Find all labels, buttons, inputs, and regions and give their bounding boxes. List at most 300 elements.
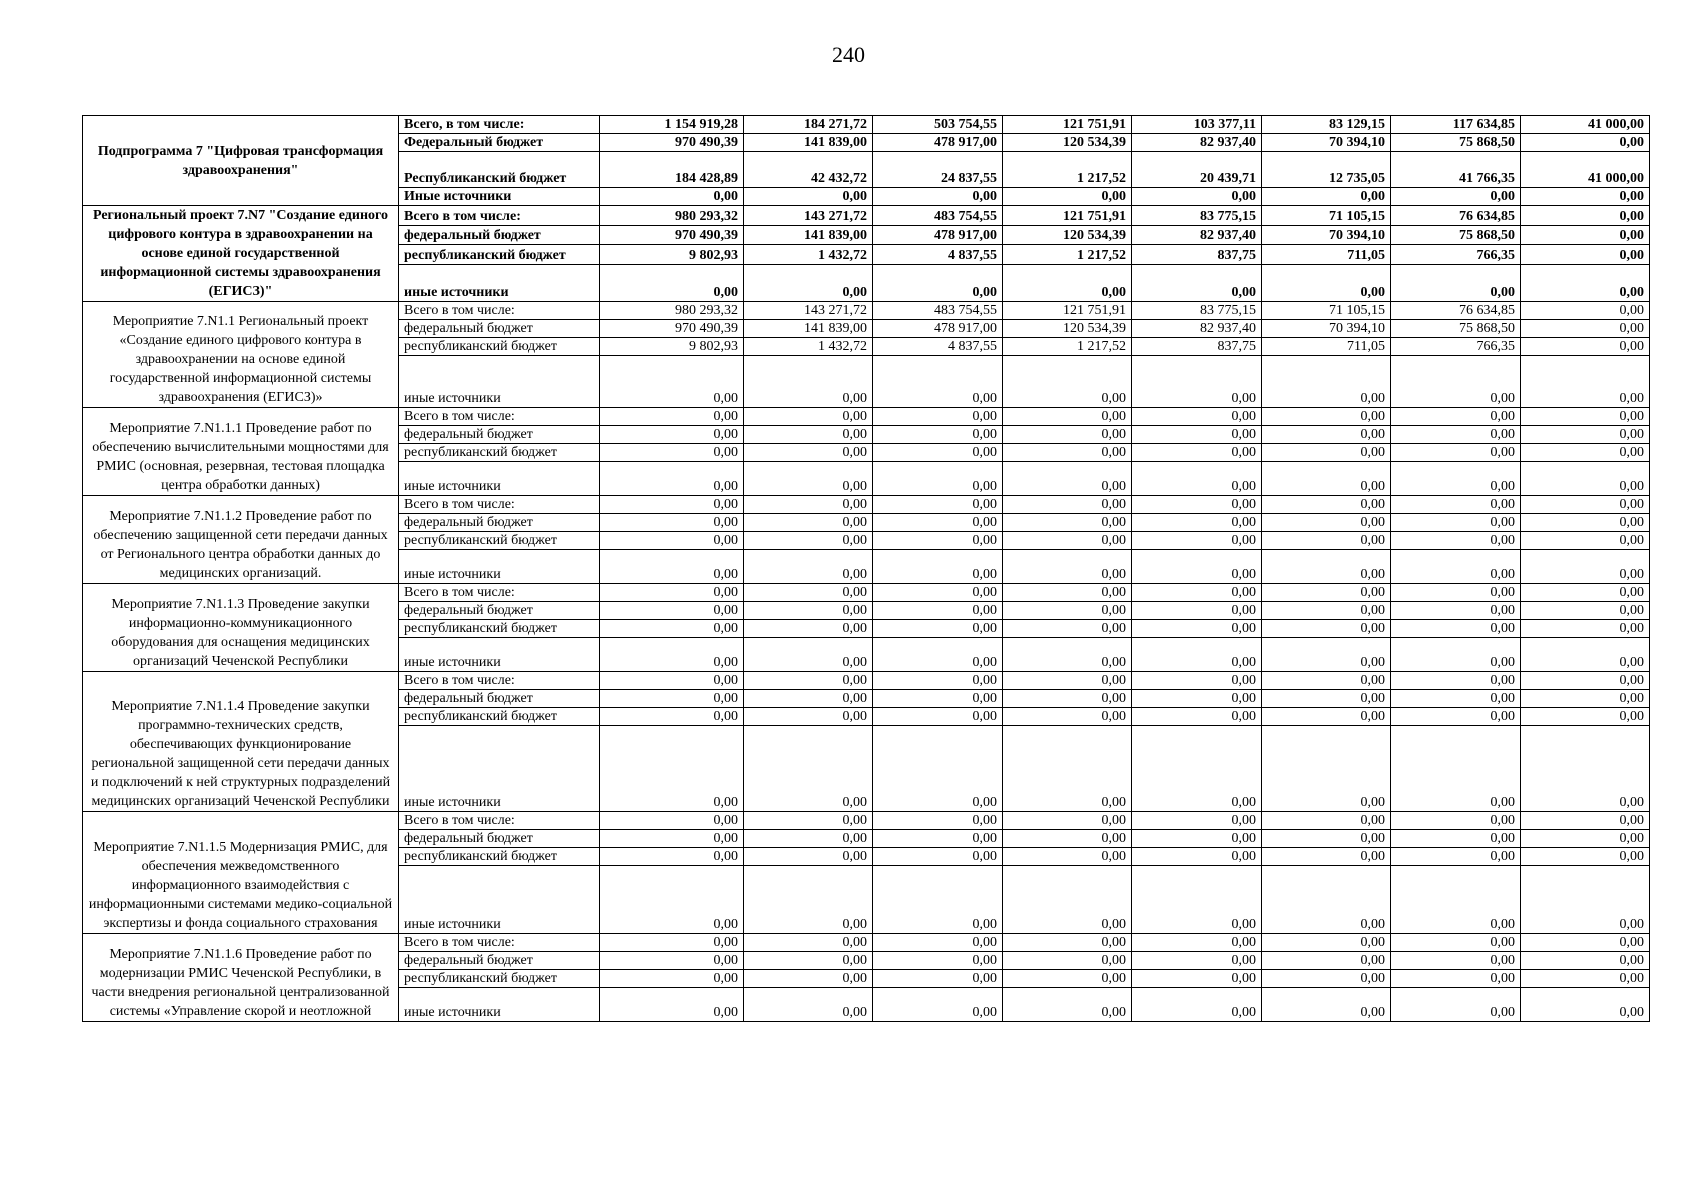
amount-cell: 0,00 [1391,408,1521,426]
amount-cell: 0,00 [1262,620,1391,638]
amount-cell: 0,00 [1262,356,1391,408]
amount-cell: 83 775,15 [1132,302,1262,320]
amount-cell: 9 802,93 [600,338,744,356]
amount-cell: 0,00 [600,620,744,638]
funding-source-cell: Всего в том числе: [399,496,600,514]
amount-cell: 0,00 [873,462,1003,496]
amount-cell: 0,00 [1521,225,1650,245]
funding-source-cell: федеральный бюджет [399,690,600,708]
amount-cell: 0,00 [1391,426,1521,444]
amount-cell: 141 839,00 [744,134,873,152]
amount-cell: 0,00 [1132,584,1262,602]
funding-source-cell: Иные источники [399,188,600,206]
funding-source-cell: республиканский бюджет [399,848,600,866]
amount-cell: 1 217,52 [1003,245,1132,265]
amount-cell: 83 129,15 [1262,116,1391,134]
amount-cell: 483 754,55 [873,302,1003,320]
amount-cell: 0,00 [1132,408,1262,426]
amount-cell: 1 154 919,28 [600,116,744,134]
amount-cell: 0,00 [744,672,873,690]
amount-cell: 0,00 [1262,866,1391,934]
amount-cell: 478 917,00 [873,225,1003,245]
amount-cell: 0,00 [1132,496,1262,514]
amount-cell: 0,00 [873,444,1003,462]
amount-cell: 0,00 [1262,602,1391,620]
amount-cell: 41 000,00 [1521,152,1650,188]
amount-cell: 0,00 [1132,866,1262,934]
amount-cell: 0,00 [873,264,1003,301]
amount-cell: 0,00 [744,812,873,830]
amount-cell: 0,00 [1132,726,1262,812]
funding-source-cell: республиканский бюджет [399,245,600,265]
funding-source-cell: иные источники [399,638,600,672]
amount-cell: 0,00 [600,408,744,426]
amount-cell: 0,00 [1521,338,1650,356]
amount-cell: 82 937,40 [1132,134,1262,152]
amount-cell: 0,00 [1262,264,1391,301]
amount-cell: 0,00 [873,866,1003,934]
funding-source-cell: иные источники [399,550,600,584]
amount-cell: 0,00 [744,726,873,812]
budget-table-body [83,116,1650,1022]
amount-cell: 41 000,00 [1521,116,1650,134]
amount-cell: 143 271,72 [744,302,873,320]
amount-cell: 0,00 [1521,408,1650,426]
table-row [83,672,1650,690]
amount-cell: 83 775,15 [1132,206,1262,226]
amount-cell: 0,00 [744,356,873,408]
amount-cell: 0,00 [1521,866,1650,934]
funding-source-cell: республиканский бюджет [399,708,600,726]
amount-cell: 0,00 [1521,602,1650,620]
amount-cell: 0,00 [1391,264,1521,301]
amount-cell: 0,00 [1132,812,1262,830]
amount-cell: 0,00 [1521,934,1650,952]
amount-cell: 0,00 [600,496,744,514]
amount-cell: 0,00 [1521,638,1650,672]
amount-cell: 0,00 [873,726,1003,812]
table-row [83,934,1650,952]
amount-cell: 0,00 [1003,672,1132,690]
amount-cell: 0,00 [600,638,744,672]
amount-cell: 0,00 [1391,620,1521,638]
funding-source-cell: иные источники [399,988,600,1022]
amount-cell: 0,00 [1391,952,1521,970]
funding-source-cell: федеральный бюджет [399,426,600,444]
amount-cell: 0,00 [1391,638,1521,672]
amount-cell: 0,00 [600,584,744,602]
amount-cell: 41 766,35 [1391,152,1521,188]
funding-source-cell: республиканский бюджет [399,444,600,462]
amount-cell: 0,00 [1003,462,1132,496]
amount-cell: 0,00 [600,672,744,690]
table-row [83,408,1650,426]
amount-cell: 0,00 [1262,970,1391,988]
funding-source-cell: Всего в том числе: [399,302,600,320]
amount-cell: 76 634,85 [1391,302,1521,320]
amount-cell: 143 271,72 [744,206,873,226]
amount-cell: 0,00 [1132,426,1262,444]
amount-cell: 24 837,55 [873,152,1003,188]
amount-cell: 0,00 [1521,444,1650,462]
amount-cell: 0,00 [1003,866,1132,934]
funding-source-cell: федеральный бюджет [399,514,600,532]
amount-cell: 117 634,85 [1391,116,1521,134]
amount-cell: 0,00 [1521,496,1650,514]
amount-cell: 0,00 [873,708,1003,726]
amount-cell: 0,00 [1262,408,1391,426]
amount-cell: 0,00 [600,848,744,866]
table-row [83,584,1650,602]
amount-cell: 120 534,39 [1003,225,1132,245]
amount-cell: 0,00 [1521,812,1650,830]
amount-cell: 0,00 [1262,726,1391,812]
funding-source-cell: иные источники [399,462,600,496]
amount-cell: 0,00 [1003,848,1132,866]
amount-cell: 0,00 [1521,708,1650,726]
item-name-cell: Мероприятие 7.N1.1.5 Модернизация РМИС, для обеспечения межведомственного информационного взаимодействия с информационными системами медико-социальной экспертизы и фонда социального страхования [83,812,399,934]
amount-cell: 0,00 [1003,726,1132,812]
amount-cell: 0,00 [600,726,744,812]
amount-cell: 503 754,55 [873,116,1003,134]
amount-cell: 483 754,55 [873,206,1003,226]
amount-cell: 0,00 [1132,550,1262,584]
amount-cell: 0,00 [1262,532,1391,550]
amount-cell: 12 735,05 [1262,152,1391,188]
amount-cell: 0,00 [1262,672,1391,690]
amount-cell: 141 839,00 [744,320,873,338]
amount-cell: 0,00 [744,602,873,620]
amount-cell: 0,00 [1132,532,1262,550]
amount-cell: 0,00 [1003,514,1132,532]
item-name-cell: Мероприятие 7.N1.1.1 Проведение работ по обеспечению вычислительными мощностями для РМИС (основная, резервная, тестовая площадка центра обработки данных) [83,408,399,496]
amount-cell: 0,00 [1391,444,1521,462]
amount-cell: 0,00 [1391,708,1521,726]
amount-cell: 141 839,00 [744,225,873,245]
amount-cell: 0,00 [1391,550,1521,584]
amount-cell: 0,00 [744,988,873,1022]
amount-cell: 0,00 [1003,638,1132,672]
amount-cell: 0,00 [1521,356,1650,408]
amount-cell: 0,00 [1262,848,1391,866]
amount-cell: 0,00 [600,866,744,934]
amount-cell: 0,00 [600,812,744,830]
amount-cell: 0,00 [744,426,873,444]
amount-cell: 0,00 [744,532,873,550]
page-number: 240 [832,42,865,67]
amount-cell: 0,00 [1132,830,1262,848]
amount-cell: 0,00 [1391,188,1521,206]
amount-cell: 0,00 [1521,952,1650,970]
amount-cell: 711,05 [1262,245,1391,265]
amount-cell: 970 490,39 [600,134,744,152]
amount-cell: 0,00 [744,830,873,848]
amount-cell: 82 937,40 [1132,225,1262,245]
amount-cell: 0,00 [1262,952,1391,970]
amount-cell: 0,00 [1262,444,1391,462]
funding-source-cell: федеральный бюджет [399,952,600,970]
amount-cell: 766,35 [1391,245,1521,265]
amount-cell: 711,05 [1262,338,1391,356]
amount-cell: 478 917,00 [873,320,1003,338]
funding-source-cell: Всего, в том числе: [399,116,600,134]
amount-cell: 0,00 [1521,726,1650,812]
amount-cell: 766,35 [1391,338,1521,356]
amount-cell: 70 394,10 [1262,225,1391,245]
amount-cell: 120 534,39 [1003,134,1132,152]
funding-source-cell: Всего в том числе: [399,812,600,830]
amount-cell: 0,00 [1391,514,1521,532]
amount-cell: 0,00 [744,188,873,206]
amount-cell: 0,00 [1003,952,1132,970]
amount-cell: 0,00 [1521,848,1650,866]
amount-cell: 0,00 [600,602,744,620]
amount-cell: 184 428,89 [600,152,744,188]
amount-cell: 0,00 [1262,426,1391,444]
amount-cell: 0,00 [1003,356,1132,408]
amount-cell: 0,00 [873,426,1003,444]
item-name-cell: Региональный проект 7.N7 "Создание единого цифрового контура в здравоохранении на основе единой государственной информационной системы здравоохранения (ЕГИСЗ)" [83,206,399,302]
amount-cell: 0,00 [873,672,1003,690]
amount-cell: 0,00 [1262,496,1391,514]
amount-cell: 0,00 [873,848,1003,866]
funding-source-cell: Всего в том числе: [399,584,600,602]
amount-cell: 0,00 [1521,584,1650,602]
amount-cell: 0,00 [873,496,1003,514]
amount-cell: 0,00 [1391,602,1521,620]
amount-cell: 0,00 [873,952,1003,970]
amount-cell: 0,00 [744,708,873,726]
amount-cell: 0,00 [1521,264,1650,301]
amount-cell: 0,00 [1521,134,1650,152]
table-row [83,496,1650,514]
amount-cell: 0,00 [1521,426,1650,444]
amount-cell: 0,00 [744,620,873,638]
amount-cell: 0,00 [1003,988,1132,1022]
amount-cell: 0,00 [744,264,873,301]
funding-source-cell: федеральный бюджет [399,830,600,848]
amount-cell: 70 394,10 [1262,134,1391,152]
amount-cell: 0,00 [1521,302,1650,320]
amount-cell: 0,00 [600,690,744,708]
amount-cell: 71 105,15 [1262,206,1391,226]
amount-cell: 0,00 [1521,690,1650,708]
amount-cell: 0,00 [1391,356,1521,408]
amount-cell: 0,00 [873,188,1003,206]
amount-cell: 1 432,72 [744,245,873,265]
amount-cell: 0,00 [1391,934,1521,952]
amount-cell: 0,00 [1262,462,1391,496]
amount-cell: 0,00 [1132,672,1262,690]
amount-cell: 75 868,50 [1391,320,1521,338]
amount-cell: 0,00 [1132,690,1262,708]
amount-cell: 0,00 [1521,672,1650,690]
amount-cell: 0,00 [744,952,873,970]
amount-cell: 0,00 [600,550,744,584]
table-row [83,116,1650,134]
amount-cell: 0,00 [600,426,744,444]
amount-cell: 1 432,72 [744,338,873,356]
amount-cell: 0,00 [1391,830,1521,848]
budget-table [82,115,1650,1022]
amount-cell: 0,00 [1262,550,1391,584]
item-name-cell: Подпрограмма 7 "Цифровая трансформация здравоохранения" [83,116,399,206]
amount-cell: 0,00 [1003,934,1132,952]
amount-cell: 0,00 [600,444,744,462]
amount-cell: 0,00 [600,532,744,550]
amount-cell: 0,00 [873,408,1003,426]
amount-cell: 120 534,39 [1003,320,1132,338]
item-name-cell: Мероприятие 7.N1.1 Региональный проект «Создание единого цифрового контура в здравоохранении на основе единой государственной информационной системы здравоохранения (ЕГИСЗ)» [83,302,399,408]
amount-cell: 0,00 [1391,726,1521,812]
funding-source-cell: Федеральный бюджет [399,134,600,152]
amount-cell: 0,00 [1003,188,1132,206]
amount-cell: 0,00 [600,970,744,988]
amount-cell: 0,00 [1262,638,1391,672]
amount-cell: 75 868,50 [1391,134,1521,152]
amount-cell: 0,00 [873,532,1003,550]
amount-cell: 0,00 [744,550,873,584]
item-name-cell: Мероприятие 7.N1.1.2 Проведение работ по обеспечению защищенной сети передачи данных от Регионального центра обработки данных до медицинских организаций. [83,496,399,584]
amount-cell: 71 105,15 [1262,302,1391,320]
amount-cell: 0,00 [744,462,873,496]
amount-cell: 121 751,91 [1003,302,1132,320]
item-name-cell: Мероприятие 7.N1.1.3 Проведение закупки информационно-коммуникационного оборудования для оснащения медицинских организаций Чеченской Республики [83,584,399,672]
amount-cell: 0,00 [600,356,744,408]
amount-cell: 0,00 [1521,320,1650,338]
amount-cell: 0,00 [1003,426,1132,444]
amount-cell: 0,00 [1003,812,1132,830]
amount-cell: 0,00 [1132,264,1262,301]
amount-cell: 0,00 [873,584,1003,602]
amount-cell: 82 937,40 [1132,320,1262,338]
amount-cell: 0,00 [1521,830,1650,848]
amount-cell: 0,00 [873,514,1003,532]
amount-cell: 76 634,85 [1391,206,1521,226]
amount-cell: 0,00 [873,620,1003,638]
table-row [83,812,1650,830]
amount-cell: 20 439,71 [1132,152,1262,188]
funding-source-cell: иные источники [399,264,600,301]
amount-cell: 0,00 [1132,970,1262,988]
amount-cell: 0,00 [744,866,873,934]
amount-cell: 0,00 [873,970,1003,988]
amount-cell: 0,00 [873,602,1003,620]
amount-cell: 837,75 [1132,338,1262,356]
amount-cell: 0,00 [1391,988,1521,1022]
funding-source-cell: республиканский бюджет [399,970,600,988]
amount-cell: 0,00 [600,830,744,848]
amount-cell: 0,00 [1391,496,1521,514]
amount-cell: 0,00 [1132,462,1262,496]
amount-cell: 980 293,32 [600,302,744,320]
amount-cell: 0,00 [1003,444,1132,462]
amount-cell: 184 271,72 [744,116,873,134]
amount-cell: 0,00 [1003,602,1132,620]
amount-cell: 0,00 [1003,830,1132,848]
amount-cell: 103 377,11 [1132,116,1262,134]
funding-source-cell: Республиканский бюджет [399,152,600,188]
amount-cell: 0,00 [1262,690,1391,708]
amount-cell: 0,00 [1132,444,1262,462]
amount-cell: 0,00 [1391,584,1521,602]
amount-cell: 0,00 [1391,462,1521,496]
amount-cell: 0,00 [600,264,744,301]
amount-cell: 0,00 [600,462,744,496]
amount-cell: 0,00 [744,514,873,532]
amount-cell: 0,00 [744,638,873,672]
funding-source-cell: Всего в том числе: [399,672,600,690]
amount-cell: 478 917,00 [873,134,1003,152]
amount-cell: 0,00 [1391,848,1521,866]
amount-cell: 9 802,93 [600,245,744,265]
amount-cell: 0,00 [1262,988,1391,1022]
amount-cell: 0,00 [1003,532,1132,550]
amount-cell: 970 490,39 [600,225,744,245]
amount-cell: 0,00 [1521,988,1650,1022]
amount-cell: 0,00 [744,690,873,708]
amount-cell: 0,00 [1262,188,1391,206]
amount-cell: 0,00 [1391,866,1521,934]
amount-cell: 0,00 [1391,812,1521,830]
amount-cell: 0,00 [1132,952,1262,970]
amount-cell: 0,00 [1521,514,1650,532]
amount-cell: 0,00 [1521,550,1650,584]
amount-cell: 0,00 [744,848,873,866]
funding-source-cell: федеральный бюджет [399,225,600,245]
amount-cell: 0,00 [744,444,873,462]
funding-source-cell: Всего в том числе: [399,934,600,952]
amount-cell: 121 751,91 [1003,206,1132,226]
amount-cell: 0,00 [1003,690,1132,708]
amount-cell: 4 837,55 [873,338,1003,356]
funding-source-cell: Всего в том числе: [399,206,600,226]
amount-cell: 0,00 [600,708,744,726]
amount-cell: 0,00 [744,934,873,952]
amount-cell: 0,00 [1391,970,1521,988]
amount-cell: 0,00 [744,408,873,426]
amount-cell: 0,00 [1003,264,1132,301]
amount-cell: 0,00 [1521,188,1650,206]
item-name-cell: Мероприятие 7.N1.1.6 Проведение работ по модернизации РМИС Чеченской Республики, в части внедрения региональной централизованной системы «Управление скорой и неотложной [83,934,399,1022]
amount-cell: 4 837,55 [873,245,1003,265]
amount-cell: 0,00 [873,550,1003,584]
item-name-cell: Мероприятие 7.N1.1.4 Проведение закупки программно-технических средств, обеспечивающих функционирование региональной защищенной сети передачи данных и подключений к ней структурных подразделений медицинских организаций Чеченской Республики [83,672,399,812]
amount-cell: 0,00 [1003,584,1132,602]
amount-cell: 0,00 [1003,620,1132,638]
amount-cell: 0,00 [1132,638,1262,672]
amount-cell: 0,00 [873,356,1003,408]
amount-cell: 0,00 [1521,532,1650,550]
amount-cell: 0,00 [1262,812,1391,830]
amount-cell: 0,00 [600,988,744,1022]
amount-cell: 837,75 [1132,245,1262,265]
amount-cell: 1 217,52 [1003,152,1132,188]
amount-cell: 0,00 [1521,206,1650,226]
amount-cell: 0,00 [1132,620,1262,638]
amount-cell: 0,00 [1132,602,1262,620]
funding-source-cell: иные источники [399,356,600,408]
amount-cell: 0,00 [1521,245,1650,265]
amount-cell: 0,00 [600,514,744,532]
amount-cell: 0,00 [1132,848,1262,866]
amount-cell: 0,00 [1132,988,1262,1022]
amount-cell: 0,00 [744,584,873,602]
amount-cell: 0,00 [1132,356,1262,408]
amount-cell: 0,00 [873,934,1003,952]
amount-cell: 0,00 [873,988,1003,1022]
funding-source-cell: республиканский бюджет [399,532,600,550]
